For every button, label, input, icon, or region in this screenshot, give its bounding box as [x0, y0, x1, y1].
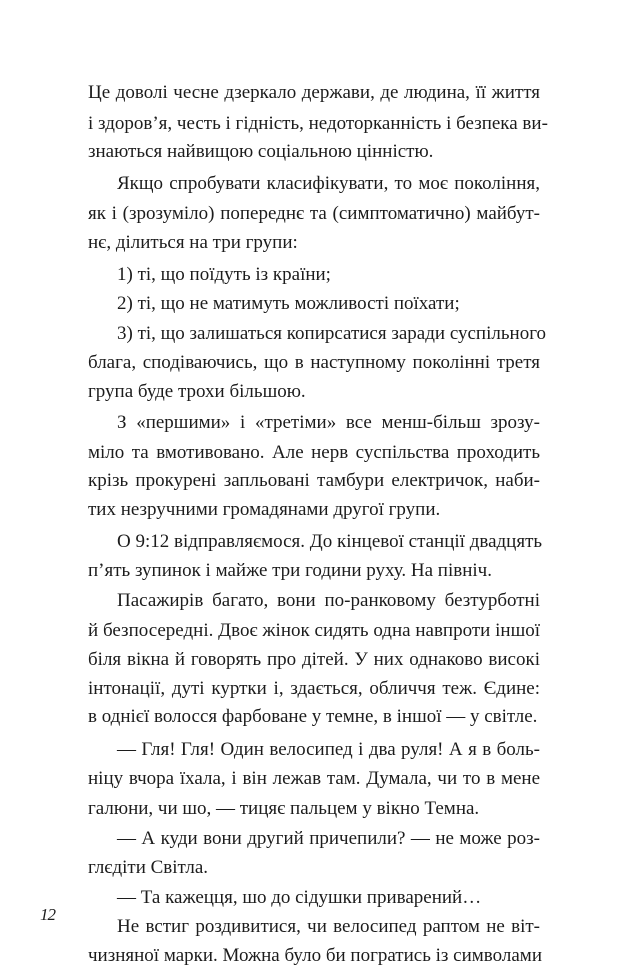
text-line: і здоров’я, честь і гідність, недоторканність і безпека ви- [88, 113, 548, 134]
text-line: галюни, чи шо, — тицяє пальцем у вікно Темна. [88, 798, 480, 819]
text-line: — Гля! Гля! Один велосипед і два руля! А я в боль- [117, 739, 540, 760]
text-line: біля вікна й говорять про дітей. У них однаково високі [88, 649, 540, 670]
text-line: нє, ділиться на три групи: [88, 232, 298, 253]
text-line: тих незручними громадянами другої групи. [88, 499, 441, 520]
text-line: блага, сподіваючись, що в наступному поколінні третя [88, 352, 540, 373]
text-line: Пасажирів багато, вони по-ранковому безтурботні [117, 590, 540, 611]
text-line: З «першими» і «третіми» все менш-більш зрозу- [117, 412, 540, 433]
text-line: чизняної марки. Можна було би погратись із символами [88, 945, 542, 966]
text-line: 2) ті, що не матимуть можливості поїхати; [117, 293, 460, 314]
text-line: крізь прокурені запльовані тамбури електричок, наби- [88, 470, 540, 491]
text-line: група буде трохи більшою. [88, 381, 306, 402]
text-line: глєдіти Світла. [88, 857, 209, 878]
text-line: Не встиг роздивитися, чи велосипед раптом не віт- [117, 916, 540, 937]
text-line: 1) ті, що поїдуть із країни; [117, 264, 331, 285]
text-line: міло та вмотивовано. Але нерв суспільства проходить [88, 442, 540, 463]
text-line: Це доволі чесне дзеркало держави, де людина, її життя [88, 82, 540, 103]
text-line: ніцу вчора їхала, і він лежав там. Думала, чи то в мене [88, 768, 540, 789]
text-line: знаються найвищою соціальною цінністю. [88, 141, 434, 162]
text-line: п’ять зупинок і майже три години руху. На північ. [88, 560, 492, 581]
text-line: інтонації, дуті куртки і, здається, обличчя теж. Єдине: [88, 678, 540, 699]
text-line: — А куди вони другий причепили? — не може роз- [117, 828, 540, 849]
text-line: Якщо спробувати класифікувати, то моє покоління, [117, 173, 540, 194]
text-line: О 9:12 відправляємося. До кінцевої станції двадцять [117, 531, 543, 552]
text-line: 3) ті, що залишаться копирсатися заради суспільного [117, 323, 547, 344]
text-line: як і (зрозуміло) попереднє та (симптоматично) майбут- [88, 203, 540, 224]
page-number: 12 [40, 905, 55, 924]
text-line: — Та кажецця, шо до сідушки приварений… [117, 887, 482, 908]
text-line: в однієї волосся фарбоване у темне, в іншої — у світле. [88, 706, 538, 727]
text-line: й безпосередні. Двоє жінок сидять одна навпроти іншої [88, 620, 540, 641]
